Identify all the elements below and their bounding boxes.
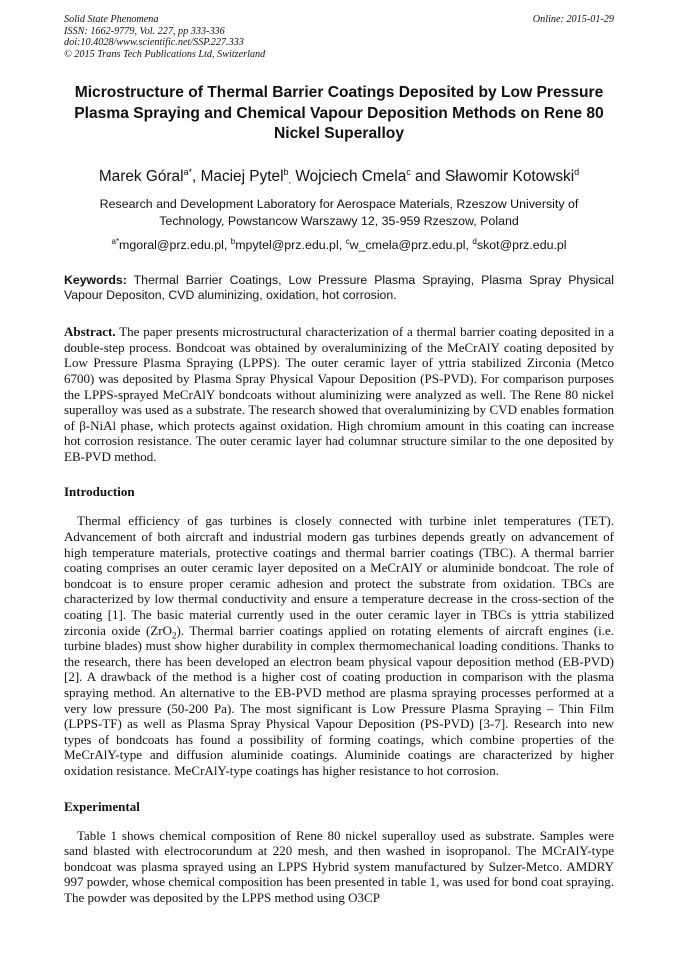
email-marker: d	[472, 237, 477, 246]
abstract-block	[64, 324, 614, 464]
online-date: Online: 2015-01-29	[532, 14, 614, 25]
email-address: w_cmela@prz.edu.pl,	[349, 238, 469, 253]
paragraph-text: ). Thermal barrier coatings applied on rotating elements of aircraft engines (i.e. turbine blades) must show higher durability in complex thermomechanical loading conditions. Thanks to the research, there has been developed an electron beam physical vapour deposition method (EB-PVD) [2]. A drawback of the method is a higher cost of coating production in comparison with the plasma spraying method. An alternative to the EB-PVD method are plasma spraying processes performed at a very low pressure (50-200 Pa). The most significant is Low Pressure Plasma Spraying – Thin Film (LPPS-TF) as well as Plasma Spray Physical Vapour Deposition (PS-PVD) [3-7]. Research into new types of bondcoats has found a possibility of forming coatings, which combine properties of the MeCrAlY-type and diffusion aluminide coatings. Aluminide coatings are characterized by higher oxidation resistance. MeCrAlY-type coatings has higher resistance to hot corrosion.	[64, 622, 615, 778]
email-address: skot@prz.edu.pl	[476, 238, 567, 253]
author-emails	[64, 234, 614, 253]
abstract-label: Abstract.	[64, 324, 116, 340]
email-address: mgoral@prz.edu.pl,	[119, 238, 228, 253]
author-name: Marek Góral	[98, 168, 184, 185]
author-conjunction: and	[415, 168, 441, 185]
author-affil-marker: c	[406, 166, 411, 177]
email-marker: b	[230, 237, 236, 246]
section-heading-introduction: Introduction	[64, 484, 135, 500]
author-name: Wojciech Cmela	[295, 168, 407, 185]
journal-name: Solid State Phenomena	[64, 14, 159, 25]
keywords-text: Thermal Barrier Coatings, Low Pressure Plasma Spraying, Plasma Spray Physical Vapour Depositon, CVD aluminizing, oxidation, hot corrosion.	[64, 273, 615, 303]
author-affil-marker: d	[574, 166, 580, 177]
keywords-label: Keywords:	[64, 273, 127, 288]
email-marker: c	[345, 237, 350, 246]
email-address: mpytel@prz.edu.pl,	[235, 238, 343, 253]
experimental-paragraph: Table 1 shows chemical composition of Rene 80 nickel superalloy used as substrate. Samples were sand blasted with electrocorundum at 220 mesh, and then washed in isopropanol. The MCrAlY-type bondcoat was plasma sprayed using an LPPS Hybrid system manufactured by Sulzer-Metco. AMDRY 997 powder, whose chemical composition has been presented in table 1, was used for bond coat spraying. The powder was deposited by the LPPS method using O3CP	[64, 827, 614, 905]
journal-header	[64, 14, 614, 60]
introduction-paragraph	[64, 513, 614, 778]
abstract-text: The paper presents microstructural characterization of a thermal barrier coating deposited in a double-step process. Bondcoat was obtained by overaluminizing of the MeCrAlY coating deposited by Low Pressure Plasma Spraying (LPPS). The outer ceramic layer of yttria stabilized Zirconia (Metco 6700) was deposited by Plasma Spray Physical Vapour Deposition (PS-PVD). For comparison purposes the LPPS-sprayed MeCrAlY bondcoats without aluminizing were analyzed as well. The Rene 80 nickel superalloy was used as a substrate. The research showed that overaluminizing by CVD enables formation of β-NiAl phase, which protects against oxidation. High chromium amount in this coating can increase hot corrosion resistance. The outer ceramic layer had columnar structure similar to the one deposited by EB-PVD method.	[64, 324, 615, 464]
author-list: Marek Góral$^{a*}$, Maciej Pytel$^b$, Wojciech Cmela$^c$ and Sławomir Kotowski$^d$	[98, 166, 580, 185]
author-name: Maciej Pytel	[200, 168, 284, 185]
author-affil-marker: b	[283, 166, 289, 177]
email-marker: a*	[111, 237, 119, 246]
author-name: Sławomir Kotowski	[445, 168, 575, 185]
journal-copyright: © 2015 Trans Tech Publications Ltd, Switzerland	[64, 48, 266, 60]
paragraph-text: Thermal efficiency of gas turbines is closely connected with turbine inlet temperatures (TET). Advancement of both aircraft and industrial modern gas turbines depends greatly on advancement of high temperature materials, protective coatings and thermal barrier coatings (TBC). A thermal barrier coating comprises an outer ceramic layer deposited on a MeCrAlY or aluminide bondcoat. The role of bondcoat is to ensure proper ceramic adhesion and protect the substrate from oxidation. TBCs are characterized by low thermal conductivity and ensure a temperature decrease in the cross-section of the coating [1]. The basic material currently used in the outer ceramic layer in TBCs is yttria stabilized zirconia oxide (ZrO	[64, 513, 614, 638]
subscript: 2	[172, 630, 177, 641]
journal-issn: ISSN: 1662-9779, Vol. 227, pp 333-336	[64, 25, 225, 37]
journal-doi: doi:10.4028/www.scientific.net/SSP.227.333	[64, 37, 244, 49]
section-heading-experimental: Experimental	[64, 798, 140, 814]
author-affil-marker: a*	[183, 166, 192, 177]
keywords-block	[64, 273, 614, 303]
paper-title: Microstructure of Thermal Barrier Coatings Deposited by Low Pressure Plasma Spraying and Chemical Vapour Deposition Methods on Rene 80 Nickel Superalloy	[74, 84, 604, 143]
author-affiliation: Research and Development Laboratory for Aerospace Materials, Rzeszow University of Technology, Powstancow Warszawy 12, 35-959 Rzeszow, Poland	[99, 197, 579, 228]
